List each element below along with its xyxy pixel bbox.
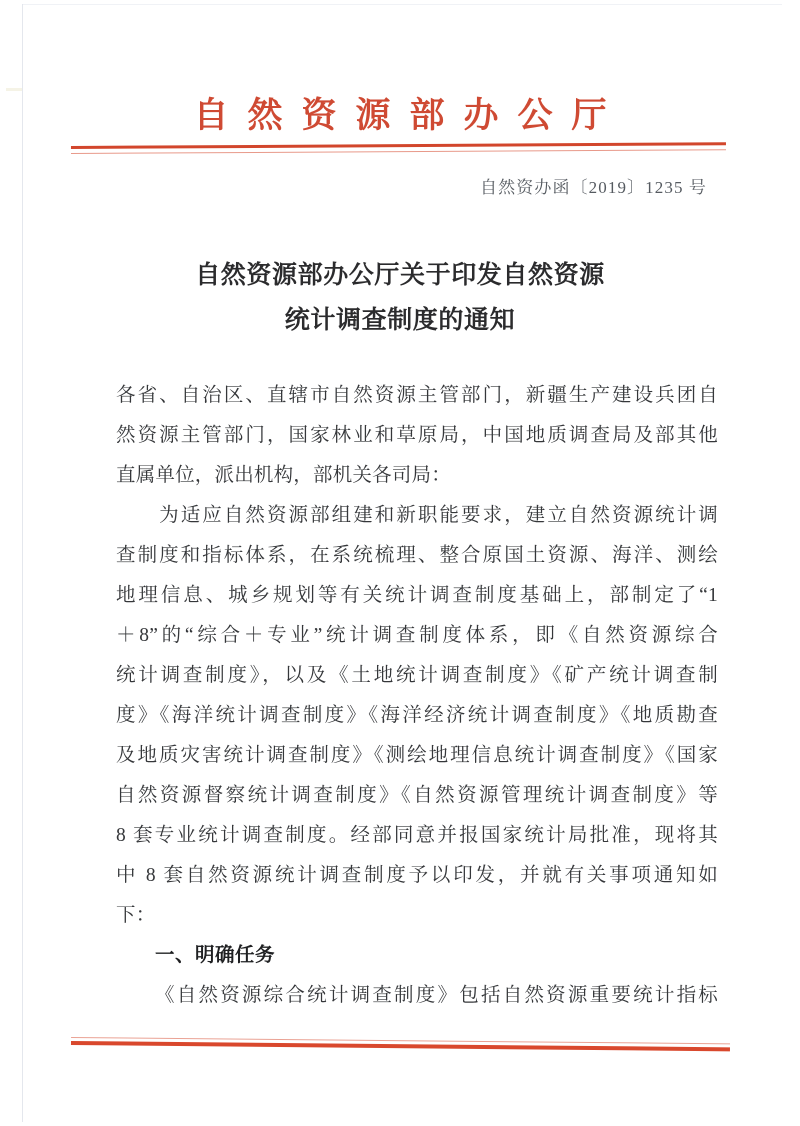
body-line: ＋8”的“综合＋专业”统计调查制度体系，即《自然资源综合 bbox=[116, 625, 718, 646]
body-line: 统计调查制度》，以及《土地统计调查制度》《矿产统计调查制 bbox=[116, 665, 718, 686]
document-number: 自然资办函〔2019〕1235 号 bbox=[480, 178, 707, 197]
scan-edge-left bbox=[22, 4, 23, 1122]
letterhead-rule-thin bbox=[71, 149, 726, 154]
issuing-organization: 自然资源部办公厅 bbox=[193, 96, 626, 135]
body-line: 自然资源督察统计调查制度》《自然资源管理统计调查制度》等 bbox=[116, 785, 718, 806]
recipient-line: 直属单位，派出机构，部机关各司局： bbox=[116, 465, 451, 486]
document-title bbox=[0, 253, 800, 343]
scan-edge-top bbox=[22, 4, 782, 5]
body-line: 为适应自然资源部组建和新职能要求，建立自然资源统计调 bbox=[116, 505, 718, 526]
letterhead-rule-thick bbox=[71, 142, 726, 149]
section-body-line: 《自然资源综合统计调查制度》包括自然资源重要统计指标 bbox=[155, 985, 718, 1006]
body-line: 下： bbox=[116, 905, 156, 926]
body-line: 及地质灾害统计调查制度》《测绘地理信息统计调查制度》《国家 bbox=[116, 745, 718, 766]
letterhead bbox=[0, 93, 800, 139]
body-line: 8 套专业统计调查制度。经部同意并报国家统计局批准，现将其 bbox=[116, 825, 718, 846]
body-line: 度》《海洋统计调查制度》《海洋经济统计调查制度》《地质勘查 bbox=[116, 705, 718, 726]
body-line: 中 8 套自然资源统计调查制度予以印发，并就有关事项通知如 bbox=[116, 865, 718, 886]
document-title-line-1: 自然资源部办公厅关于印发自然资源 bbox=[195, 262, 605, 289]
section-heading: 一、明确任务 bbox=[155, 945, 276, 966]
recipient-line: 各省、自治区、直辖市自然资源主管部门，新疆生产建设兵团自 bbox=[116, 385, 718, 406]
document-body bbox=[116, 376, 718, 1016]
scan-artifact bbox=[6, 88, 22, 91]
letterhead-rule bbox=[71, 142, 726, 158]
recipient-line: 然资源主管部门，国家林业和草原局，中国地质调查局及部其他 bbox=[116, 425, 718, 446]
body-line: 查制度和指标体系，在系统梳理、整合原国土资源、海洋、测绘 bbox=[116, 545, 718, 566]
document-title-line-2: 统计调查制度的通知 bbox=[284, 307, 516, 334]
body-line: 地理信息、城乡规划等有关统计调查制度基础上，部制定了“1 bbox=[116, 585, 718, 606]
footer-rule bbox=[71, 1037, 730, 1055]
